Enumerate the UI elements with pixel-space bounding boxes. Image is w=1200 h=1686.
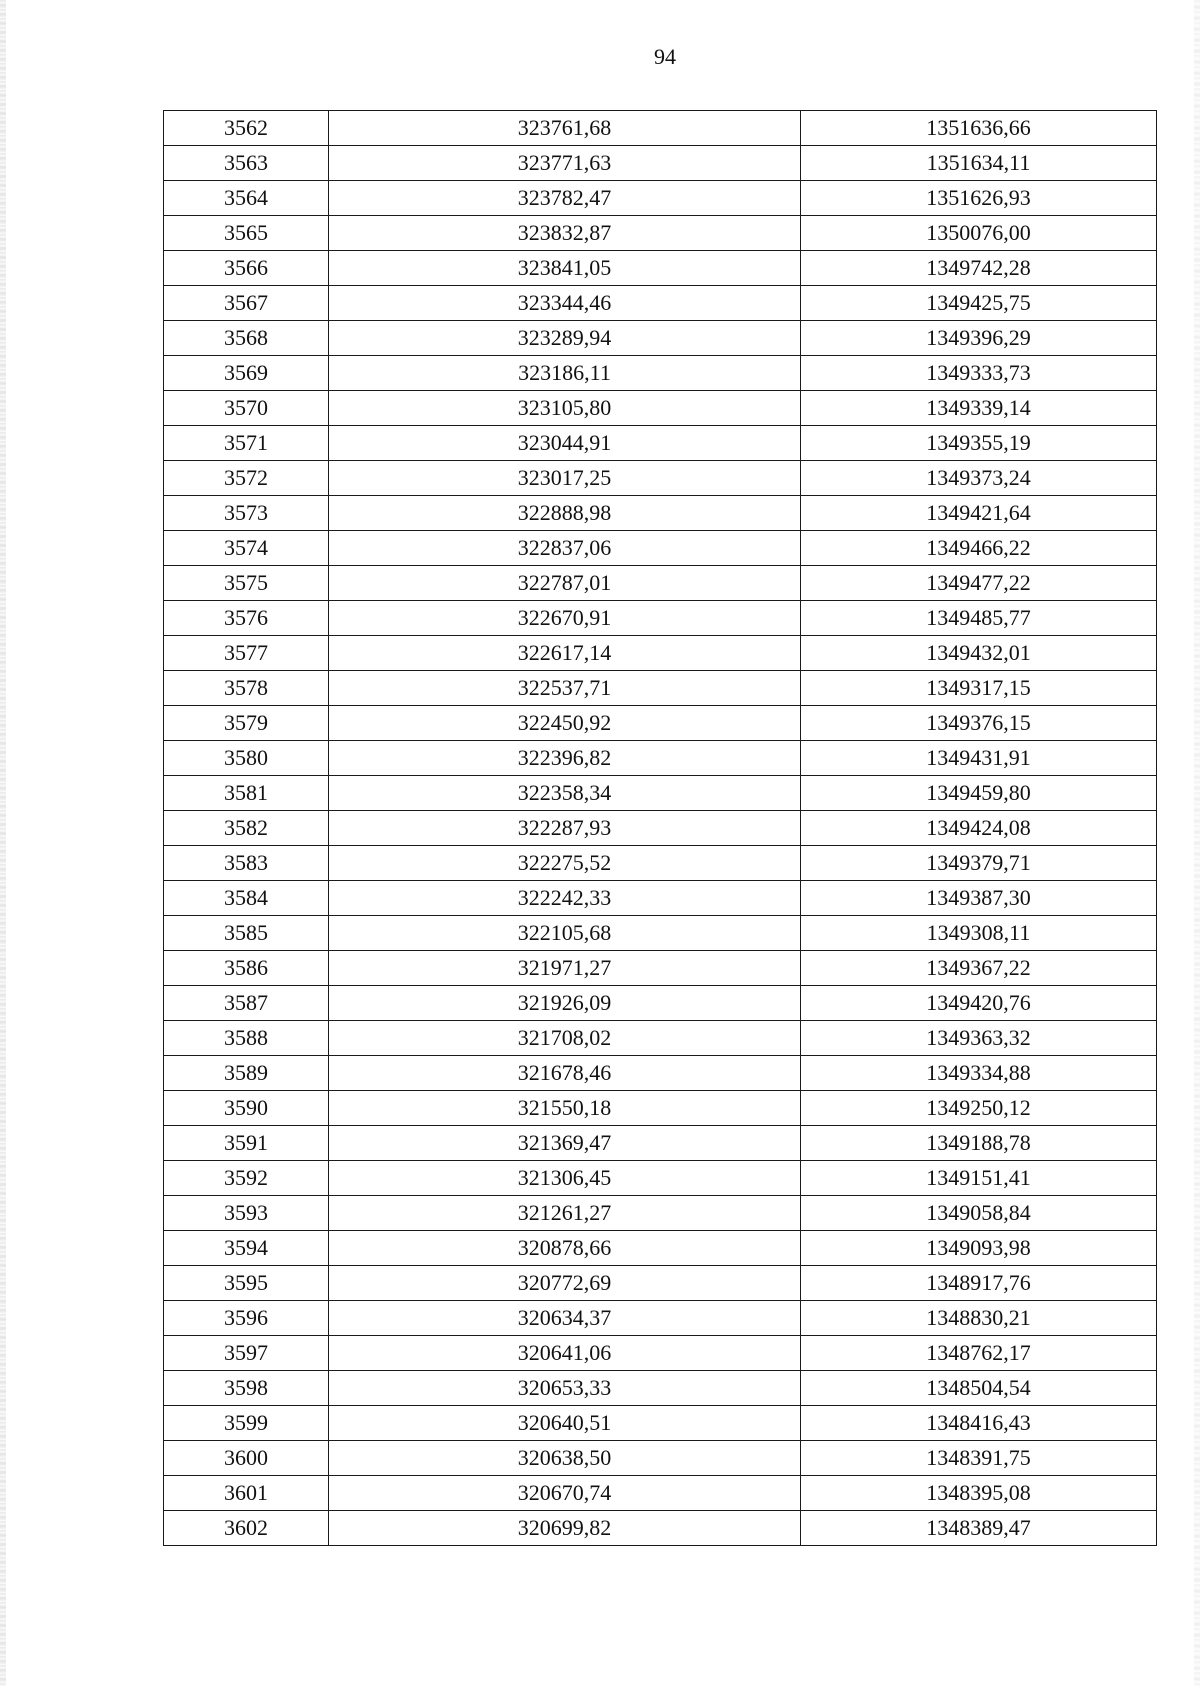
point-number-cell: 3569 [164, 356, 329, 391]
page-number: 94 [654, 44, 676, 69]
y-coordinate-cell: 1349308,11 [801, 916, 1157, 951]
x-coordinate-cell: 320634,37 [329, 1301, 801, 1336]
coordinates-table-body [164, 111, 1157, 1546]
point-number-cell: 3576 [164, 601, 329, 636]
x-coordinate-cell: 321926,09 [329, 986, 801, 1021]
y-coordinate-cell: 1349477,22 [801, 566, 1157, 601]
x-coordinate-cell: 321261,27 [329, 1196, 801, 1231]
y-coordinate-cell: 1348391,75 [801, 1441, 1157, 1476]
table-row [164, 951, 1157, 986]
point-number-cell: 3562 [164, 111, 329, 146]
x-coordinate-cell: 320641,06 [329, 1336, 801, 1371]
x-coordinate-cell: 320772,69 [329, 1266, 801, 1301]
x-coordinate-cell: 320640,51 [329, 1406, 801, 1441]
table-row [164, 846, 1157, 881]
x-coordinate-cell: 321550,18 [329, 1091, 801, 1126]
point-number-cell: 3584 [164, 881, 329, 916]
x-coordinate-cell: 320878,66 [329, 1231, 801, 1266]
table-row [164, 636, 1157, 671]
y-coordinate-cell: 1349363,32 [801, 1021, 1157, 1056]
point-number-cell: 3601 [164, 1476, 329, 1511]
point-number-cell: 3589 [164, 1056, 329, 1091]
table-row [164, 181, 1157, 216]
point-number-cell: 3572 [164, 461, 329, 496]
y-coordinate-cell: 1351626,93 [801, 181, 1157, 216]
point-number-cell: 3588 [164, 1021, 329, 1056]
y-coordinate-cell: 1349459,80 [801, 776, 1157, 811]
y-coordinate-cell: 1349387,30 [801, 881, 1157, 916]
y-coordinate-cell: 1349093,98 [801, 1231, 1157, 1266]
y-coordinate-cell: 1350076,00 [801, 216, 1157, 251]
y-coordinate-cell: 1349431,91 [801, 741, 1157, 776]
x-coordinate-cell: 323771,63 [329, 146, 801, 181]
y-coordinate-cell: 1349339,14 [801, 391, 1157, 426]
table-row [164, 1406, 1157, 1441]
point-number-cell: 3579 [164, 706, 329, 741]
point-number-cell: 3577 [164, 636, 329, 671]
y-coordinate-cell: 1349485,77 [801, 601, 1157, 636]
table-row [164, 286, 1157, 321]
x-coordinate-cell: 323186,11 [329, 356, 801, 391]
x-coordinate-cell: 322888,98 [329, 496, 801, 531]
table-row [164, 881, 1157, 916]
y-coordinate-cell: 1348504,54 [801, 1371, 1157, 1406]
x-coordinate-cell: 321971,27 [329, 951, 801, 986]
x-coordinate-cell: 322837,06 [329, 531, 801, 566]
x-coordinate-cell: 322287,93 [329, 811, 801, 846]
table-row [164, 1441, 1157, 1476]
y-coordinate-cell: 1351636,66 [801, 111, 1157, 146]
x-coordinate-cell: 323044,91 [329, 426, 801, 461]
x-coordinate-cell: 322242,33 [329, 881, 801, 916]
x-coordinate-cell: 320653,33 [329, 1371, 801, 1406]
point-number-cell: 3591 [164, 1126, 329, 1161]
y-coordinate-cell: 1348762,17 [801, 1336, 1157, 1371]
table-row [164, 146, 1157, 181]
point-number-cell: 3578 [164, 671, 329, 706]
point-number-cell: 3590 [164, 1091, 329, 1126]
x-coordinate-cell: 320699,82 [329, 1511, 801, 1546]
point-number-cell: 3583 [164, 846, 329, 881]
table-row [164, 216, 1157, 251]
y-coordinate-cell: 1349334,88 [801, 1056, 1157, 1091]
point-number-cell: 3596 [164, 1301, 329, 1336]
point-number-cell: 3580 [164, 741, 329, 776]
x-coordinate-cell: 322537,71 [329, 671, 801, 706]
table-row [164, 251, 1157, 286]
y-coordinate-cell: 1349742,28 [801, 251, 1157, 286]
point-number-cell: 3599 [164, 1406, 329, 1441]
table-row [164, 461, 1157, 496]
y-coordinate-cell: 1349379,71 [801, 846, 1157, 881]
point-number-cell: 3566 [164, 251, 329, 286]
y-coordinate-cell: 1349250,12 [801, 1091, 1157, 1126]
y-coordinate-cell: 1348395,08 [801, 1476, 1157, 1511]
y-coordinate-cell: 1349424,08 [801, 811, 1157, 846]
table-row [164, 916, 1157, 951]
x-coordinate-cell: 320670,74 [329, 1476, 801, 1511]
y-coordinate-cell: 1349355,19 [801, 426, 1157, 461]
x-coordinate-cell: 323761,68 [329, 111, 801, 146]
table-row [164, 566, 1157, 601]
point-number-cell: 3574 [164, 531, 329, 566]
x-coordinate-cell: 322787,01 [329, 566, 801, 601]
table-row [164, 601, 1157, 636]
point-number-cell: 3600 [164, 1441, 329, 1476]
y-coordinate-cell: 1349466,22 [801, 531, 1157, 566]
table-row [164, 671, 1157, 706]
y-coordinate-cell: 1348416,43 [801, 1406, 1157, 1441]
coordinates-table [163, 110, 1157, 1546]
x-coordinate-cell: 322617,14 [329, 636, 801, 671]
table-row [164, 706, 1157, 741]
y-coordinate-cell: 1349317,15 [801, 671, 1157, 706]
table-row [164, 356, 1157, 391]
table-row [164, 1091, 1157, 1126]
table-row [164, 496, 1157, 531]
point-number-cell: 3594 [164, 1231, 329, 1266]
point-number-cell: 3573 [164, 496, 329, 531]
point-number-cell: 3598 [164, 1371, 329, 1406]
point-number-cell: 3581 [164, 776, 329, 811]
x-coordinate-cell: 321306,45 [329, 1161, 801, 1196]
x-coordinate-cell: 321708,02 [329, 1021, 801, 1056]
x-coordinate-cell: 322670,91 [329, 601, 801, 636]
table-row [164, 1126, 1157, 1161]
point-number-cell: 3564 [164, 181, 329, 216]
table-row [164, 1511, 1157, 1546]
point-number-cell: 3563 [164, 146, 329, 181]
scan-edge-left [0, 0, 6, 1686]
table-row [164, 1231, 1157, 1266]
y-coordinate-cell: 1349420,76 [801, 986, 1157, 1021]
table-row [164, 986, 1157, 1021]
table-row [164, 1266, 1157, 1301]
y-coordinate-cell: 1349396,29 [801, 321, 1157, 356]
point-number-cell: 3575 [164, 566, 329, 601]
table-row [164, 1301, 1157, 1336]
x-coordinate-cell: 322358,34 [329, 776, 801, 811]
x-coordinate-cell: 323017,25 [329, 461, 801, 496]
table-row [164, 111, 1157, 146]
point-number-cell: 3570 [164, 391, 329, 426]
table-row [164, 321, 1157, 356]
x-coordinate-cell: 322275,52 [329, 846, 801, 881]
point-number-cell: 3585 [164, 916, 329, 951]
x-coordinate-cell: 323105,80 [329, 391, 801, 426]
point-number-cell: 3565 [164, 216, 329, 251]
table-row [164, 1056, 1157, 1091]
x-coordinate-cell: 322450,92 [329, 706, 801, 741]
x-coordinate-cell: 321369,47 [329, 1126, 801, 1161]
x-coordinate-cell: 323289,94 [329, 321, 801, 356]
x-coordinate-cell: 322105,68 [329, 916, 801, 951]
table-row [164, 1371, 1157, 1406]
table-row [164, 1476, 1157, 1511]
scan-edge-right [1194, 0, 1200, 1686]
y-coordinate-cell: 1349373,24 [801, 461, 1157, 496]
x-coordinate-cell: 323782,47 [329, 181, 801, 216]
point-number-cell: 3567 [164, 286, 329, 321]
point-number-cell: 3586 [164, 951, 329, 986]
point-number-cell: 3602 [164, 1511, 329, 1546]
table-row [164, 1021, 1157, 1056]
x-coordinate-cell: 322396,82 [329, 741, 801, 776]
table-row [164, 531, 1157, 566]
table-row [164, 1196, 1157, 1231]
table-row [164, 391, 1157, 426]
point-number-cell: 3587 [164, 986, 329, 1021]
table-row [164, 811, 1157, 846]
table-row [164, 426, 1157, 461]
x-coordinate-cell: 320638,50 [329, 1441, 801, 1476]
point-number-cell: 3592 [164, 1161, 329, 1196]
y-coordinate-cell: 1349367,22 [801, 951, 1157, 986]
y-coordinate-cell: 1349058,84 [801, 1196, 1157, 1231]
point-number-cell: 3571 [164, 426, 329, 461]
y-coordinate-cell: 1348917,76 [801, 1266, 1157, 1301]
y-coordinate-cell: 1351634,11 [801, 146, 1157, 181]
y-coordinate-cell: 1349432,01 [801, 636, 1157, 671]
x-coordinate-cell: 323832,87 [329, 216, 801, 251]
y-coordinate-cell: 1348830,21 [801, 1301, 1157, 1336]
table-row [164, 1336, 1157, 1371]
point-number-cell: 3568 [164, 321, 329, 356]
point-number-cell: 3595 [164, 1266, 329, 1301]
point-number-cell: 3597 [164, 1336, 329, 1371]
table-row [164, 776, 1157, 811]
point-number-cell: 3593 [164, 1196, 329, 1231]
y-coordinate-cell: 1349188,78 [801, 1126, 1157, 1161]
table-row [164, 741, 1157, 776]
table-row [164, 1161, 1157, 1196]
y-coordinate-cell: 1349333,73 [801, 356, 1157, 391]
y-coordinate-cell: 1349425,75 [801, 286, 1157, 321]
x-coordinate-cell: 321678,46 [329, 1056, 801, 1091]
y-coordinate-cell: 1349376,15 [801, 706, 1157, 741]
y-coordinate-cell: 1348389,47 [801, 1511, 1157, 1546]
x-coordinate-cell: 323841,05 [329, 251, 801, 286]
point-number-cell: 3582 [164, 811, 329, 846]
y-coordinate-cell: 1349151,41 [801, 1161, 1157, 1196]
y-coordinate-cell: 1349421,64 [801, 496, 1157, 531]
x-coordinate-cell: 323344,46 [329, 286, 801, 321]
